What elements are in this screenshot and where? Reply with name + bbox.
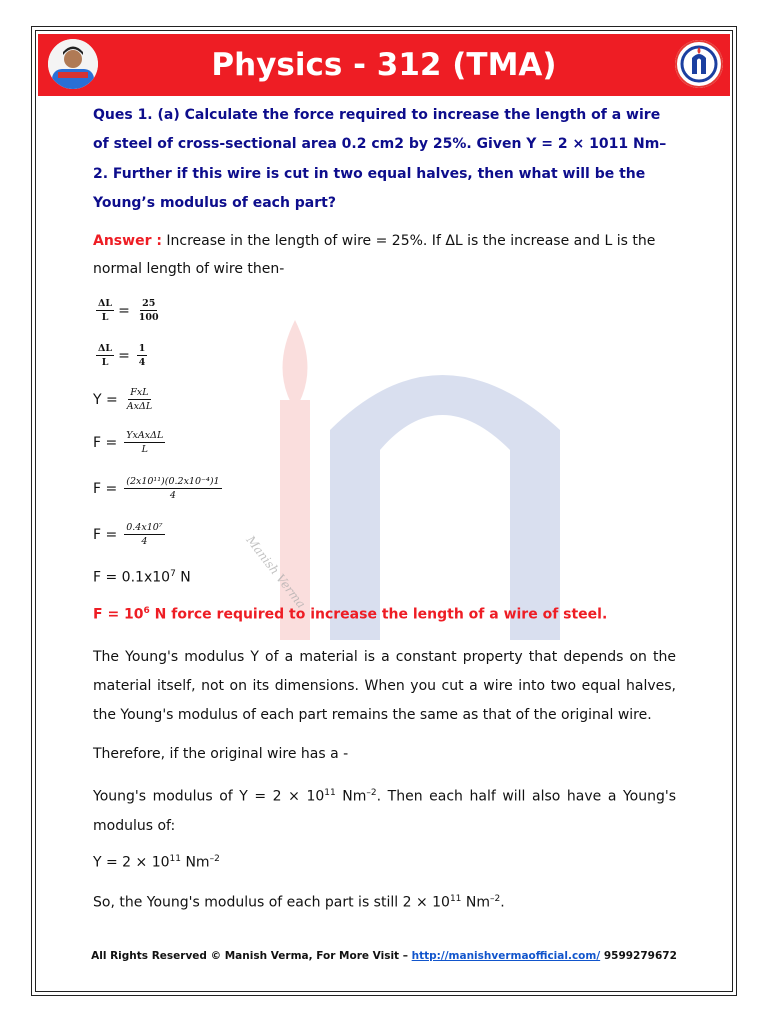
equation-1: $\frac{\Delta L}{L}$ = $\frac{25}{100}$ — [98, 298, 159, 323]
result-statement: $F = 10^6$ N force required to increase the length of a wire of steel. — [93, 606, 608, 623]
paragraph-y-equation: $Y = 2 \times 10^{11}$ $Nm^{-2}$ — [93, 854, 220, 871]
eq2-lhs-fraction: $\frac{\Delta L}{L}$ — [98, 343, 113, 368]
watermark-logo — [200, 320, 670, 640]
paragraph-original-modulus: Young's modulus of $Y = 2 \times 10^{11}$ $Nm^{-2}$. Then each half will also have a Young's modulus of: — [93, 788, 677, 834]
equation-7: $F = 0.1x10^7$ N — [93, 569, 191, 586]
header-banner — [38, 34, 730, 96]
eq4-fraction: $\frac{\text{YxAxΔL}}{L}$ — [126, 430, 164, 455]
question-text: Ques 1. (a) Calculate the force required to increase the length of a wire of steel of cross-sectional area 0.2 cm2 by 25%. Given Y = 2 × 1011 Nm–2. Further if this wire is cut in two equal halves, then what will be the Young’s modulus of each part? — [93, 107, 667, 211]
eq1-lhs-fraction: $\frac{\Delta L}{L}$ — [98, 298, 113, 323]
footer — [38, 950, 730, 962]
equation-3: Y = $\frac{\text{FxL}}{\text{AxΔL}}$ — [93, 387, 153, 412]
page-title: Physics - 312 (TMA) — [211, 47, 557, 83]
signature-watermark: Manish Verma — [243, 533, 309, 611]
footer-copyright: All Rights Reserved © Manish Verma, For More Visit – — [91, 950, 412, 962]
footer-phone: 9599279672 — [600, 950, 677, 962]
paragraph-therefore: Therefore, if the original wire has a - — [93, 746, 349, 762]
equation-6: F = $\frac{\text{0.4x10⁷}}{4}$ — [93, 522, 163, 547]
answer-intro-text: Increase in the length of wire = 25%. If ΔL is the increase and L is the normal length of wire then- — [93, 233, 656, 277]
equation-2: $\frac{\Delta L}{L}$ = $\frac{1}{4}$ — [98, 343, 146, 368]
equation-5: F = $\frac{\text{(2x10¹¹)(0.2x10⁻⁴)1}}{4}$ — [93, 476, 220, 501]
eq3-fraction: $\frac{\text{FxL}}{\text{AxΔL}}$ — [126, 387, 153, 412]
nios-logo-icon — [675, 40, 723, 88]
paragraph-conclusion: So, the Young's modulus of each part is still $2 \times 10^{11}$ $Nm^{-2}$. — [93, 894, 505, 911]
answer-label: Answer : — [93, 233, 162, 249]
answer-intro — [93, 227, 676, 283]
eq1-rhs-fraction: $\frac{25}{100}$ — [138, 298, 159, 323]
footer-website-link[interactable]: http://manishvermaofficial.com/ — [411, 950, 601, 962]
eq6-fraction: $\frac{\text{0.4x10⁷}}{4}$ — [126, 522, 163, 547]
eq2-rhs-fraction: $\frac{1}{4}$ — [138, 343, 146, 368]
eq5-fraction: $\frac{\text{(2x10¹¹)(0.2x10⁻⁴)1}}{4}$ — [126, 476, 220, 501]
equation-4: F = $\frac{\text{YxAxΔL}}{L}$ — [93, 430, 164, 455]
paragraph-youngs-modulus: The Young's modulus Y of a material is a constant property that depends on the material itself, not on its dimensions. When you cut a wire into two equal halves, the Young's modulus of each part remains the same as that of the original wire. — [93, 649, 676, 723]
